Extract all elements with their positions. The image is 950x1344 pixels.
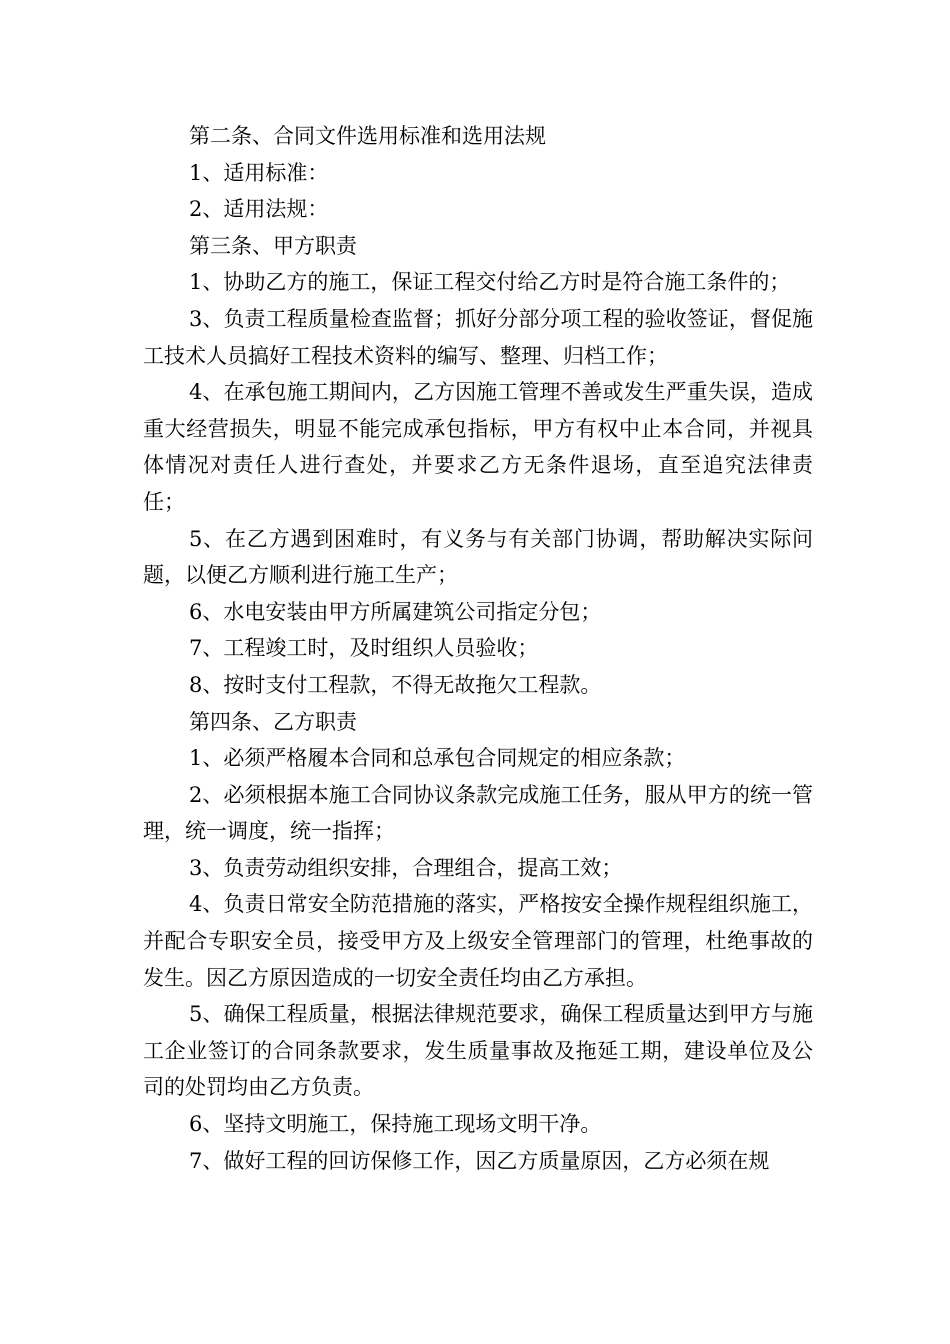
heading-article-2: 第二条、合同文件选用标准和选用法规: [189, 124, 546, 148]
clause-item: 1、必须严格履本合同和总承包合同规定的相应条款；: [189, 746, 686, 771]
clause-item: 5、在乙方遇到困难时，有义务与有关部门协调，帮助解决实际问题，以便乙方顺利进行施工生产；: [143, 526, 813, 588]
clause-item: 3、负责工程质量检查监督；抓好分部分项工程的验收签证，督促施工技术人员搞好工程技术资料的编写、整理、归档工作；: [143, 306, 813, 368]
clause-item: 8、按时支付工程款，不得无故拖欠工程款。: [189, 672, 602, 697]
clause-item: 6、坚持文明施工，保持施工现场文明干净。: [189, 1112, 602, 1137]
clause-item: 2、适用法规：: [189, 197, 329, 222]
clause-item: 4、负责日常安全防范措施的落实，严格按安全操作规程组织施工，并配合专职安全员，接受甲方及上级安全管理部门的管理，杜绝事故的发生。因乙方原因造成的一切安全责任均由乙方承担。: [143, 892, 813, 990]
heading-article-4: 第四条、乙方职责: [189, 709, 357, 734]
clause-item: 7、工程竣工时，及时组织人员验收；: [189, 636, 539, 661]
clause-item: 5、确保工程质量，根据法律规范要求，确保工程质量达到甲方与施工企业签订的合同条款要求，发生质量事故及拖延工期，建设单位及公司的处罚均由乙方负责。: [143, 1002, 813, 1100]
clause-item: 3、负责劳动组织安排，合理组合，提高工效；: [189, 855, 623, 880]
clause-item: 7、做好工程的回访保修工作，因乙方质量原因，乙方必须在规: [189, 1148, 770, 1173]
document-body: [143, 118, 813, 1179]
heading-article-3: 第三条、甲方职责: [189, 233, 357, 258]
clause-item: 6、水电安装由甲方所属建筑公司指定分包；: [189, 599, 602, 624]
clause-item: 1、适用标准：: [189, 160, 329, 185]
clause-item: 2、必须根据本施工合同协议条款完成施工任务，服从甲方的统一管理，统一调度，统一指挥；: [143, 782, 813, 844]
clause-item: 4、在承包施工期间内，乙方因施工管理不善或发生严重失误，造成重大经营损失，明显不能完成承包指标，甲方有权中止本合同，并视具体情况对责任人进行查处，并要求乙方无条件退场，直至追究法律责任；: [143, 380, 813, 514]
clause-item: 1、协助乙方的施工，保证工程交付给乙方时是符合施工条件的；: [189, 270, 791, 295]
